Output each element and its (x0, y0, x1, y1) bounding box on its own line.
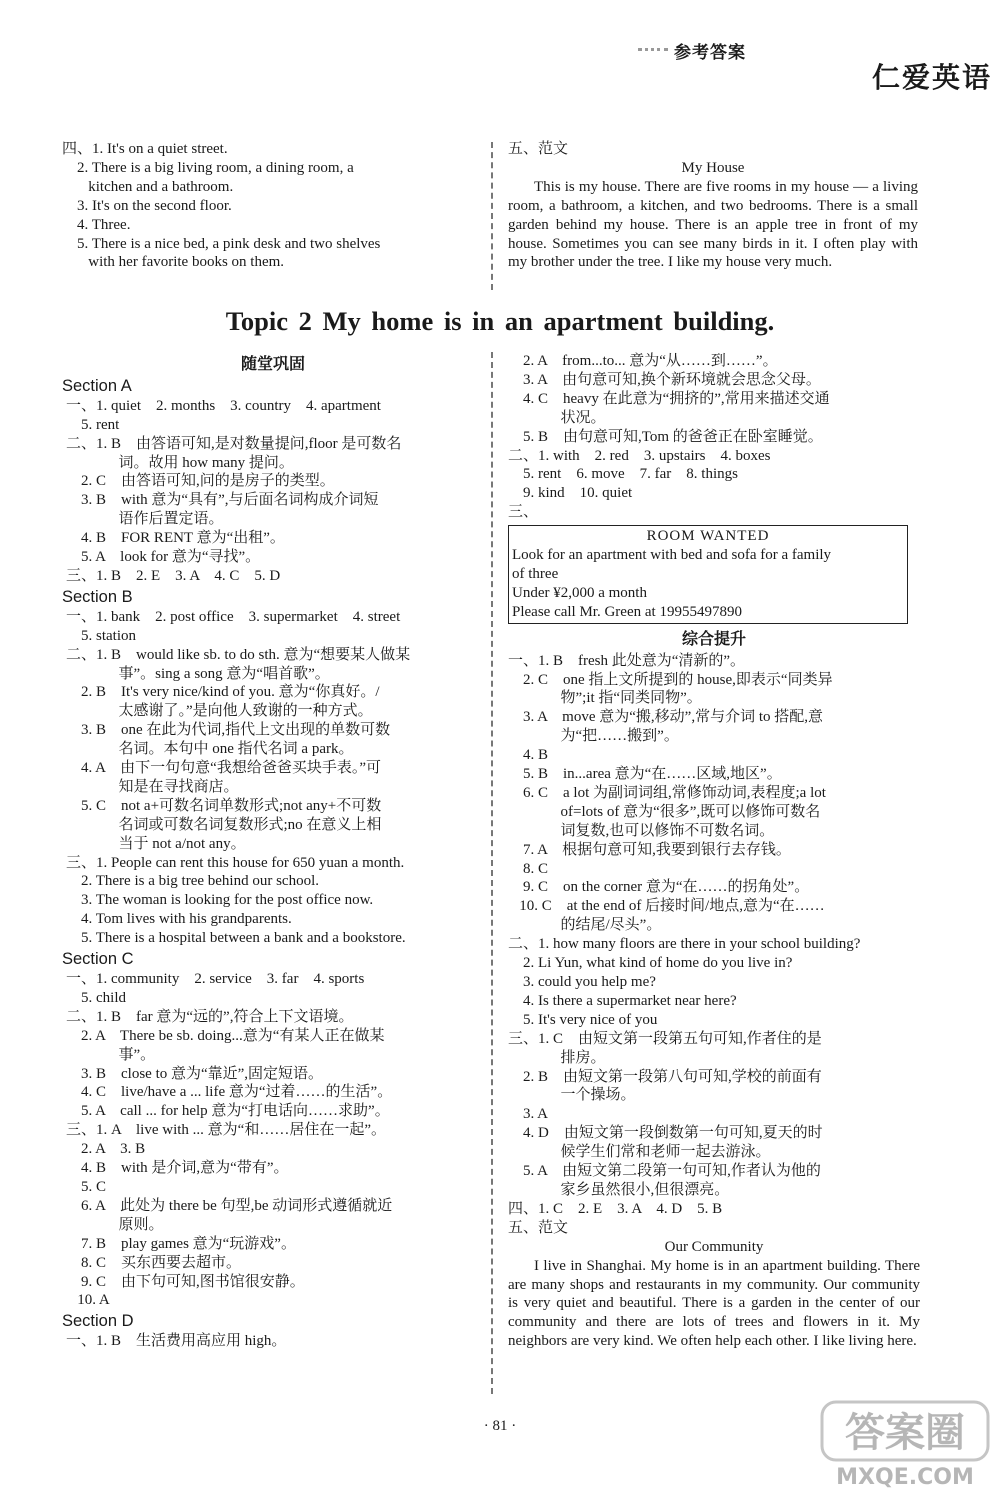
answer-line: 2. B 由短文第一段第八句可知,学校的前面有 (508, 1068, 822, 1085)
ad-title: ROOM WANTED (646, 528, 770, 545)
answer-line: 一、1. B fresh 此处意为“清新的”。 (508, 652, 746, 669)
column-divider-top (491, 142, 493, 290)
answer-line: 5. child (66, 989, 126, 1006)
answer-line: 4. B with 是介词,意为“带有”。 (66, 1160, 289, 1177)
answer-line: 一、1. B 生活费用高应用 high。 (66, 1333, 287, 1350)
room-wanted-ad (508, 525, 908, 624)
section-label: Section B (62, 587, 133, 606)
answer-line: 2. There is a big living room, a dining room, a (62, 159, 354, 176)
answer-line: 三、1. People can rent this house for 650 yuan a month. (66, 854, 405, 871)
answer-line: 9. kind 10. quiet (508, 485, 633, 502)
ad-line: of three (512, 565, 559, 582)
essay-label: 五、范文 (508, 141, 569, 157)
answer-line: 5. station (66, 627, 136, 644)
answer-line: 5. There is a nice bed, a pink desk and two shelves (62, 235, 381, 252)
answer-line: 9. C 由下句可知,图书馆很安静。 (66, 1273, 305, 1290)
book-title: 仁爱英语 (872, 61, 993, 94)
community-essay: I live in Shanghai. My home is in an apartment building. There are many shops and restaurants in my community. Our community is very quiet and beautiful. There is a garden in the center of our community and there are lots of trees and flowers in it. My neighbors are very kind. We often help each other. I like living here. (508, 1257, 920, 1350)
answer-line: 事”。 (66, 1046, 156, 1063)
answer-line: 词复数,也可以修饰不可数名词。 (508, 822, 775, 839)
answer-line: 4. B FOR RENT 意为“出租”。 (66, 530, 285, 547)
answer-line: 一个操场。 (508, 1087, 636, 1104)
answer-line: 2. A There be sb. doing...意为“有某人正在做某 (66, 1027, 385, 1044)
community-essay-title: Our Community (664, 1238, 764, 1255)
answer-line: 原则。 (66, 1216, 164, 1233)
answer-line: 5. A call ... for help 意为“打电话向……求助”。 (66, 1103, 390, 1120)
answer-line: 一、1. bank 2. post office 3. supermarket 4. street (66, 608, 401, 625)
answer-line: 知是在寻找商店。 (66, 778, 239, 795)
answer-line: 词。故用 how many 提问。 (66, 454, 294, 471)
answer-line: 10. A (66, 1292, 110, 1309)
answer-line: 3. A (508, 1106, 549, 1123)
answer-line: 的结尾/尽头”。 (508, 917, 662, 934)
answer-line: 4. D 由短文第一段倒数第一句可知,夏天的时 (508, 1125, 823, 1142)
answer-line: 3. B one 在此为代词,指代上文出现的单数可数 (66, 722, 391, 739)
section-label: Section C (62, 950, 134, 969)
answer-line: 5. It's very nice of you (508, 1011, 658, 1028)
answer-line: 4. C live/have a ... life 意为“过着……的生活”。 (66, 1084, 393, 1101)
answer-line: 8. C 买东西要去超市。 (66, 1254, 242, 1271)
answer-line: 3. B with 意为“具有”,与后面名词构成介词短 (66, 492, 379, 509)
essay-title: My House (681, 159, 745, 176)
answer-line: with her favorite books on them. (62, 254, 285, 271)
answer-line: 5. rent 6. move 7. far 8. things (508, 466, 738, 483)
answer-line: 候学生们常和老师一起去游泳。 (508, 1144, 771, 1161)
answer-line: 5. C not a+可数名词单数形式;not any+不可数 (66, 797, 382, 814)
answer-line: 二、1. how many floors are there in your school building? (508, 936, 861, 953)
left-column (62, 354, 480, 1351)
answer-line: 一、1. quiet 2. months 3. country 4. apartment (66, 397, 381, 414)
answer-line: 5. B 由句意可知,Tom 的爸爸正在卧室睡觉。 (508, 428, 823, 445)
answer-line: 4. Tom lives with his grandparents. (66, 911, 292, 928)
answer-line: 家乡虽然很小,但很漂亮。 (508, 1181, 730, 1198)
page-number: · 81 · (483, 1418, 517, 1434)
answer-line: 4. A 由下一句句意“我想给爸爸买块手表。”可 (66, 760, 381, 777)
answer-line: 语作后置定语。 (66, 511, 224, 528)
answer-line: 10. C at the end of 后接时间/地点,意为“在…… (508, 898, 825, 915)
svg-text:MXQE.COM: MXQE.COM (836, 1465, 974, 1490)
answer-line: 三、 (508, 504, 539, 521)
top-left-answers (62, 140, 480, 272)
answer-line: 当于 not a/not any。 (66, 835, 246, 852)
answer-line: 二、1. B 由答语可知,是对数量提问,floor 是可数名 (66, 435, 402, 452)
answer-line: 五、范文 (508, 1219, 569, 1236)
answer-line: 8. C (508, 860, 549, 877)
header-ornament (638, 48, 668, 51)
answer-line: 2. A 3. B (66, 1141, 146, 1158)
header-label: 参考答案 (674, 43, 746, 63)
answer-line: 3. The woman is looking for the post office now. (66, 892, 374, 909)
answer-line: 5. B in...area 意为“在……区域,地区”。 (508, 766, 782, 783)
answer-line: 7. A 根据句意可知,我要到银行去存钱。 (508, 841, 791, 858)
answer-line: 为“把……搬到”。 (508, 728, 679, 745)
answer-line: 四、1. It's on a quiet street. (62, 141, 228, 157)
answer-line: 3. A 由句意可知,换个新环境就会思念父母。 (508, 371, 821, 388)
section-heading-practice: 随堂巩固 (240, 354, 305, 373)
essay-paragraph: This is my house. There are five rooms in my house — a living room, a bathroom, a kitchen, and two bedrooms. There is a small garden behind my house. There is an apple tree in front of my house. Sometimes you can see many birds in it. I often play with my brother under the tree. I like my house very much. (508, 178, 918, 271)
answer-line: 排房。 (508, 1049, 606, 1066)
answer-line: 2. C one 指上文所提到的 house,即表示“同类异 (508, 671, 833, 688)
answer-line: 二、1. B far 意为“远的”,符合上下文语境。 (66, 1008, 354, 1025)
top-right-essay (508, 140, 918, 272)
column-divider-main (491, 352, 493, 1394)
section-heading-improve: 综合提升 (681, 628, 746, 648)
answer-line: 物”;it 指“同类同物”。 (508, 690, 702, 707)
answer-line: 5. rent (66, 416, 120, 433)
ad-line: Please call Mr. Green at 19955497890 (512, 603, 742, 620)
answer-line: 三、1. A live with ... 意为“和……居住在一起”。 (66, 1122, 386, 1139)
answer-line: 名词或可数名词复数形式;no 在意义上相 (66, 816, 382, 833)
right-column (508, 352, 920, 1351)
answer-line: 2. Li Yun, what kind of home do you live in? (508, 955, 793, 972)
answer-line: 状况。 (508, 409, 606, 426)
answer-line: 2. A from...to... 意为“从……到……”。 (508, 353, 778, 369)
answer-line: 2. C 由答语可知,问的是房子的类型。 (66, 473, 335, 490)
answer-line: 4. C heavy 在此意为“拥挤的”,常用来描述交通 (508, 390, 830, 407)
section-label: Section A (62, 376, 132, 395)
watermark-logo (820, 1398, 990, 1493)
answer-line: 5. There is a hospital between a bank and a bookstore. (66, 930, 406, 947)
answer-line: 4. Is there a supermarket near here? (508, 992, 737, 1009)
answer-line: 3. It's on the second floor. (62, 197, 232, 214)
answer-line: 5. A 由短文第二段第一句可知,作者认为他的 (508, 1163, 821, 1180)
answer-line: 4. Three. (62, 216, 131, 233)
answer-line: 事”。sing a song 意为“唱首歌”。 (66, 665, 330, 682)
answer-line: 二、1. with 2. red 3. upstairs 4. boxes (508, 447, 771, 464)
answer-line: 5. A look for 意为“寻找”。 (66, 549, 261, 566)
answer-line: 太感谢了。”是向他人致谢的一种方式。 (66, 703, 373, 720)
svg-text:答案圈: 答案圈 (845, 1410, 965, 1456)
answer-line: 5. C (66, 1178, 107, 1195)
answer-line: 三、1. B 2. E 3. A 4. C 5. D (66, 567, 281, 584)
answer-line: kitchen and a bathroom. (62, 178, 234, 195)
answer-line: 3. could you help me? (508, 974, 656, 990)
answer-line: 3. B close to 意为“靠近”,固定短语。 (66, 1065, 324, 1082)
answer-line: 4. B (508, 747, 549, 764)
answer-line: 名词。本句中 one 指代名词 a park。 (66, 741, 354, 758)
section-label: Section D (62, 1312, 134, 1331)
ad-line: Under ¥2,000 a month (512, 584, 647, 601)
answer-line: 三、1. C 由短文第一段第五句可知,作者住的是 (508, 1030, 822, 1047)
answer-line: 7. B play games 意为“玩游戏”。 (66, 1235, 296, 1252)
answer-line: 四、1. C 2. E 3. A 4. D 5. B (508, 1200, 723, 1217)
answer-line: 3. A move 意为“搬,移动”,常与介词 to 搭配,意 (508, 709, 823, 726)
answer-line: 一、1. community 2. service 3. far 4. sports (66, 971, 365, 987)
answer-line: 6. A 此处为 there be 句型,be 动词形式遵循就近 (66, 1197, 393, 1214)
ad-line: Look for an apartment with bed and sofa for a family (512, 547, 832, 564)
answer-line: 2. B It's very nice/kind of you. 意为“你真好。/ (66, 684, 380, 701)
topic-title: Topic 2 My home is in an apartment building. (225, 306, 775, 336)
answer-line: of=lots of 意为“很多”,既可以修饰可数名 (508, 803, 821, 820)
answer-line: 2. There is a big tree behind our school. (66, 873, 319, 890)
answer-line: 二、1. B would like sb. to do sth. 意为“想要某人做某 (66, 646, 411, 663)
answer-line: 6. C a lot 为副词词组,常修饰动词,表程度;a lot (508, 784, 826, 801)
answer-line: 9. C on the corner 意为“在……的拐角处”。 (508, 879, 810, 896)
